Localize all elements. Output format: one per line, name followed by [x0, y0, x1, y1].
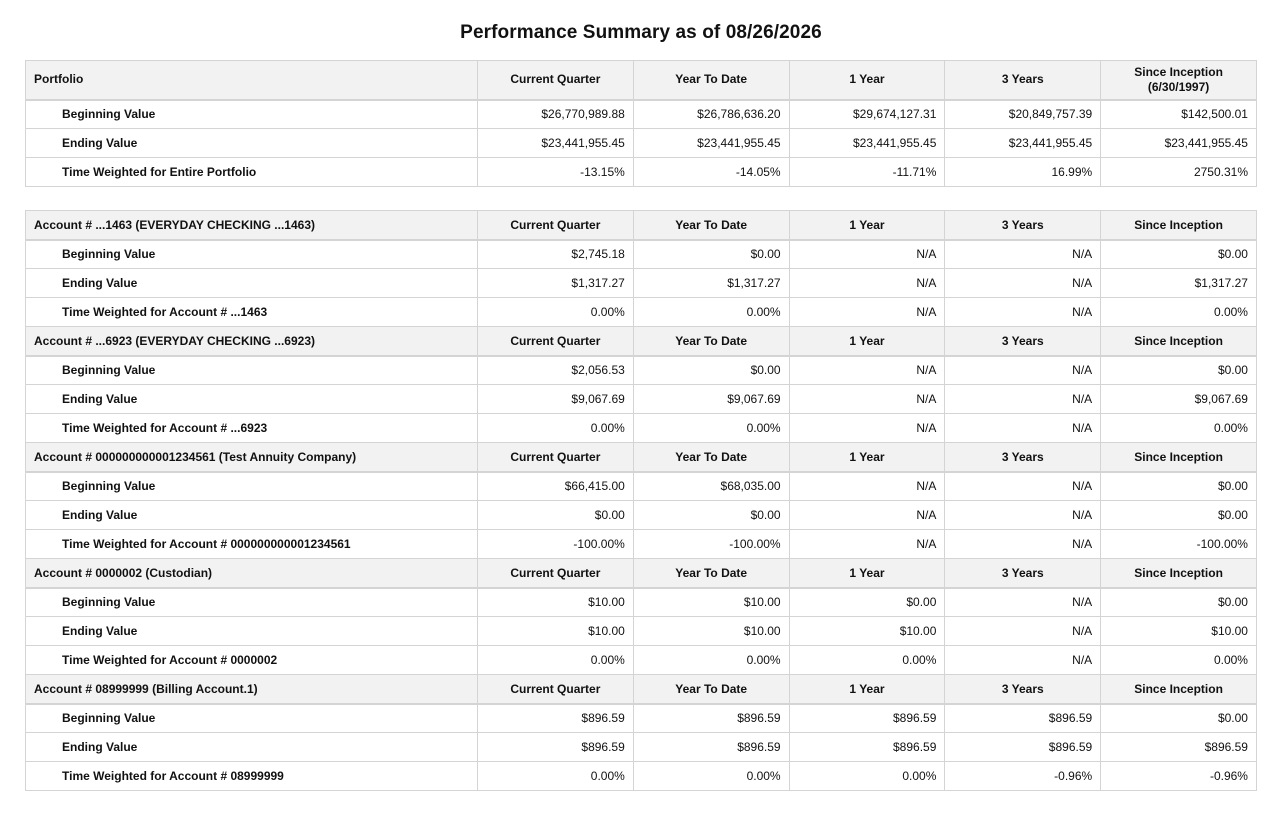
one-year-cell: N/A	[789, 472, 945, 501]
row-label-header: Account # 08999999 (Billing Account.1)	[26, 675, 478, 704]
account-header-row	[26, 443, 1257, 472]
row-label: Ending Value	[26, 129, 478, 158]
since-inception-cell: $0.00	[1101, 472, 1257, 501]
row-label: Ending Value	[26, 385, 478, 414]
three-years-cell: $896.59	[945, 733, 1101, 762]
since-inception-cell: $23,441,955.45	[1101, 129, 1257, 158]
year-to-date-cell: 0.00%	[633, 762, 789, 791]
current-quarter-cell: $2,056.53	[478, 356, 634, 385]
table-row	[26, 158, 1257, 187]
current-quarter-header: Current Quarter	[478, 327, 634, 356]
current-quarter-header: Current Quarter	[478, 443, 634, 472]
table-row	[26, 240, 1257, 269]
since-inception-header: Since Inception (6/30/1997)	[1101, 61, 1257, 100]
row-label: Beginning Value	[26, 704, 478, 733]
year-to-date-cell: 0.00%	[633, 298, 789, 327]
year-to-date-cell: $68,035.00	[633, 472, 789, 501]
current-quarter-cell: -13.15%	[478, 158, 634, 187]
year-to-date-cell: $26,786,636.20	[633, 100, 789, 129]
table-row	[26, 762, 1257, 791]
since-inception-cell: $0.00	[1101, 704, 1257, 733]
row-label: Beginning Value	[26, 472, 478, 501]
current-quarter-cell: $10.00	[478, 588, 634, 617]
three-years-cell: $20,849,757.39	[945, 100, 1101, 129]
one-year-cell: $896.59	[789, 704, 945, 733]
three-years-cell: N/A	[945, 588, 1101, 617]
row-label-header: Account # ...6923 (EVERYDAY CHECKING ...6923)	[26, 327, 478, 356]
three-years-header: 3 Years	[945, 327, 1101, 356]
since-inception-cell: $10.00	[1101, 617, 1257, 646]
table-row	[26, 501, 1257, 530]
one-year-header: 1 Year	[789, 675, 945, 704]
one-year-cell: $29,674,127.31	[789, 100, 945, 129]
table-row	[26, 588, 1257, 617]
row-label: Time Weighted for Account # ...1463	[26, 298, 478, 327]
year-to-date-cell: $10.00	[633, 588, 789, 617]
since-inception-header: Since Inception	[1101, 559, 1257, 588]
current-quarter-cell: -100.00%	[478, 530, 634, 559]
three-years-cell: N/A	[945, 356, 1101, 385]
table-row	[26, 646, 1257, 675]
year-to-date-cell: $1,317.27	[633, 269, 789, 298]
current-quarter-header: Current Quarter	[478, 675, 634, 704]
row-label: Time Weighted for Account # ...6923	[26, 414, 478, 443]
one-year-cell: N/A	[789, 356, 945, 385]
one-year-header: 1 Year	[789, 61, 945, 100]
current-quarter-cell: 0.00%	[478, 298, 634, 327]
row-label: Beginning Value	[26, 240, 478, 269]
one-year-cell: N/A	[789, 298, 945, 327]
current-quarter-cell: $1,317.27	[478, 269, 634, 298]
year-to-date-cell: -14.05%	[633, 158, 789, 187]
since-inception-cell: 0.00%	[1101, 646, 1257, 675]
row-label: Time Weighted for Entire Portfolio	[26, 158, 478, 187]
current-quarter-cell: $0.00	[478, 501, 634, 530]
three-years-header: 3 Years	[945, 675, 1101, 704]
current-quarter-header: Current Quarter	[478, 61, 634, 100]
three-years-header: 3 Years	[945, 61, 1101, 100]
three-years-header: 3 Years	[945, 211, 1101, 240]
row-label-header: Portfolio	[26, 61, 478, 100]
year-to-date-cell: $10.00	[633, 617, 789, 646]
table-row	[26, 385, 1257, 414]
year-to-date-header: Year To Date	[633, 61, 789, 100]
since-inception-cell: $9,067.69	[1101, 385, 1257, 414]
account-header-row	[26, 675, 1257, 704]
one-year-header: 1 Year	[789, 443, 945, 472]
year-to-date-cell: 0.00%	[633, 414, 789, 443]
row-label: Beginning Value	[26, 100, 478, 129]
one-year-cell: -11.71%	[789, 158, 945, 187]
table-row	[26, 356, 1257, 385]
table-row	[26, 472, 1257, 501]
row-label: Ending Value	[26, 269, 478, 298]
row-label: Beginning Value	[26, 356, 478, 385]
three-years-cell: N/A	[945, 646, 1101, 675]
year-to-date-cell: $9,067.69	[633, 385, 789, 414]
current-quarter-header: Current Quarter	[478, 211, 634, 240]
table-row	[26, 617, 1257, 646]
year-to-date-header: Year To Date	[633, 675, 789, 704]
year-to-date-header: Year To Date	[633, 327, 789, 356]
one-year-header: 1 Year	[789, 559, 945, 588]
table-row	[26, 100, 1257, 129]
one-year-cell: N/A	[789, 240, 945, 269]
since-inception-cell: -100.00%	[1101, 530, 1257, 559]
current-quarter-cell: 0.00%	[478, 414, 634, 443]
since-inception-header: Since Inception	[1101, 675, 1257, 704]
three-years-cell: N/A	[945, 617, 1101, 646]
one-year-cell: N/A	[789, 269, 945, 298]
year-to-date-cell: $896.59	[633, 733, 789, 762]
since-inception-header: Since Inception	[1101, 443, 1257, 472]
row-label: Time Weighted for Account # 08999999	[26, 762, 478, 791]
account-header-row	[26, 211, 1257, 240]
since-inception-cell: $0.00	[1101, 588, 1257, 617]
current-quarter-cell: $896.59	[478, 733, 634, 762]
table-row	[26, 269, 1257, 298]
one-year-cell: N/A	[789, 501, 945, 530]
current-quarter-cell: 0.00%	[478, 646, 634, 675]
one-year-cell: $10.00	[789, 617, 945, 646]
year-to-date-header: Year To Date	[633, 559, 789, 588]
year-to-date-cell: $0.00	[633, 501, 789, 530]
one-year-cell: $896.59	[789, 733, 945, 762]
account-header-row	[26, 559, 1257, 588]
since-inception-cell: $896.59	[1101, 733, 1257, 762]
one-year-cell: 0.00%	[789, 762, 945, 791]
row-label: Ending Value	[26, 501, 478, 530]
since-inception-cell: $0.00	[1101, 356, 1257, 385]
since-inception-cell: 0.00%	[1101, 414, 1257, 443]
current-quarter-header: Current Quarter	[478, 559, 634, 588]
row-label-header: Account # 000000000001234561 (Test Annuity Company)	[26, 443, 478, 472]
current-quarter-cell: $10.00	[478, 617, 634, 646]
since-inception-cell: 0.00%	[1101, 298, 1257, 327]
since-inception-cell: $0.00	[1101, 240, 1257, 269]
account-header-row	[26, 327, 1257, 356]
year-to-date-header: Year To Date	[633, 443, 789, 472]
current-quarter-cell: $26,770,989.88	[478, 100, 634, 129]
current-quarter-cell: $23,441,955.45	[478, 129, 634, 158]
one-year-cell: $0.00	[789, 588, 945, 617]
table-row	[26, 298, 1257, 327]
current-quarter-cell: $896.59	[478, 704, 634, 733]
year-to-date-cell: $0.00	[633, 240, 789, 269]
page-title: Performance Summary as of 08/26/2026	[460, 22, 822, 43]
since-inception-cell: -0.96%	[1101, 762, 1257, 791]
one-year-cell: N/A	[789, 414, 945, 443]
current-quarter-cell: 0.00%	[478, 762, 634, 791]
row-label: Time Weighted for Account # 000000000001234561	[26, 530, 478, 559]
three-years-cell: $896.59	[945, 704, 1101, 733]
three-years-cell: N/A	[945, 501, 1101, 530]
three-years-cell: N/A	[945, 530, 1101, 559]
portfolio-header-row	[26, 61, 1257, 100]
one-year-cell: 0.00%	[789, 646, 945, 675]
three-years-cell: N/A	[945, 298, 1101, 327]
year-to-date-cell: $0.00	[633, 356, 789, 385]
one-year-cell: N/A	[789, 385, 945, 414]
year-to-date-cell: $896.59	[633, 704, 789, 733]
portfolio-summary-table	[25, 60, 1257, 187]
year-to-date-cell: $23,441,955.45	[633, 129, 789, 158]
row-label-header: Account # ...1463 (EVERYDAY CHECKING ...1463)	[26, 211, 478, 240]
three-years-cell: 16.99%	[945, 158, 1101, 187]
accounts-summary-table	[25, 210, 1257, 791]
row-label: Beginning Value	[26, 588, 478, 617]
three-years-cell: N/A	[945, 385, 1101, 414]
table-row	[26, 704, 1257, 733]
since-inception-header: Since Inception	[1101, 211, 1257, 240]
since-inception-cell: 2750.31%	[1101, 158, 1257, 187]
table-row	[26, 129, 1257, 158]
since-inception-cell: $0.00	[1101, 501, 1257, 530]
three-years-cell: $23,441,955.45	[945, 129, 1101, 158]
one-year-cell: N/A	[789, 530, 945, 559]
three-years-cell: -0.96%	[945, 762, 1101, 791]
table-row	[26, 414, 1257, 443]
one-year-header: 1 Year	[789, 327, 945, 356]
year-to-date-cell: -100.00%	[633, 530, 789, 559]
three-years-header: 3 Years	[945, 443, 1101, 472]
three-years-cell: N/A	[945, 414, 1101, 443]
one-year-header: 1 Year	[789, 211, 945, 240]
three-years-header: 3 Years	[945, 559, 1101, 588]
row-label: Time Weighted for Account # 0000002	[26, 646, 478, 675]
row-label-header: Account # 0000002 (Custodian)	[26, 559, 478, 588]
table-row	[26, 733, 1257, 762]
year-to-date-cell: 0.00%	[633, 646, 789, 675]
current-quarter-cell: $2,745.18	[478, 240, 634, 269]
three-years-cell: N/A	[945, 240, 1101, 269]
since-inception-cell: $142,500.01	[1101, 100, 1257, 129]
three-years-cell: N/A	[945, 472, 1101, 501]
current-quarter-cell: $66,415.00	[478, 472, 634, 501]
one-year-cell: $23,441,955.45	[789, 129, 945, 158]
since-inception-header: Since Inception	[1101, 327, 1257, 356]
current-quarter-cell: $9,067.69	[478, 385, 634, 414]
table-row	[26, 530, 1257, 559]
since-inception-cell: $1,317.27	[1101, 269, 1257, 298]
year-to-date-header: Year To Date	[633, 211, 789, 240]
row-label: Ending Value	[26, 733, 478, 762]
row-label: Ending Value	[26, 617, 478, 646]
three-years-cell: N/A	[945, 269, 1101, 298]
